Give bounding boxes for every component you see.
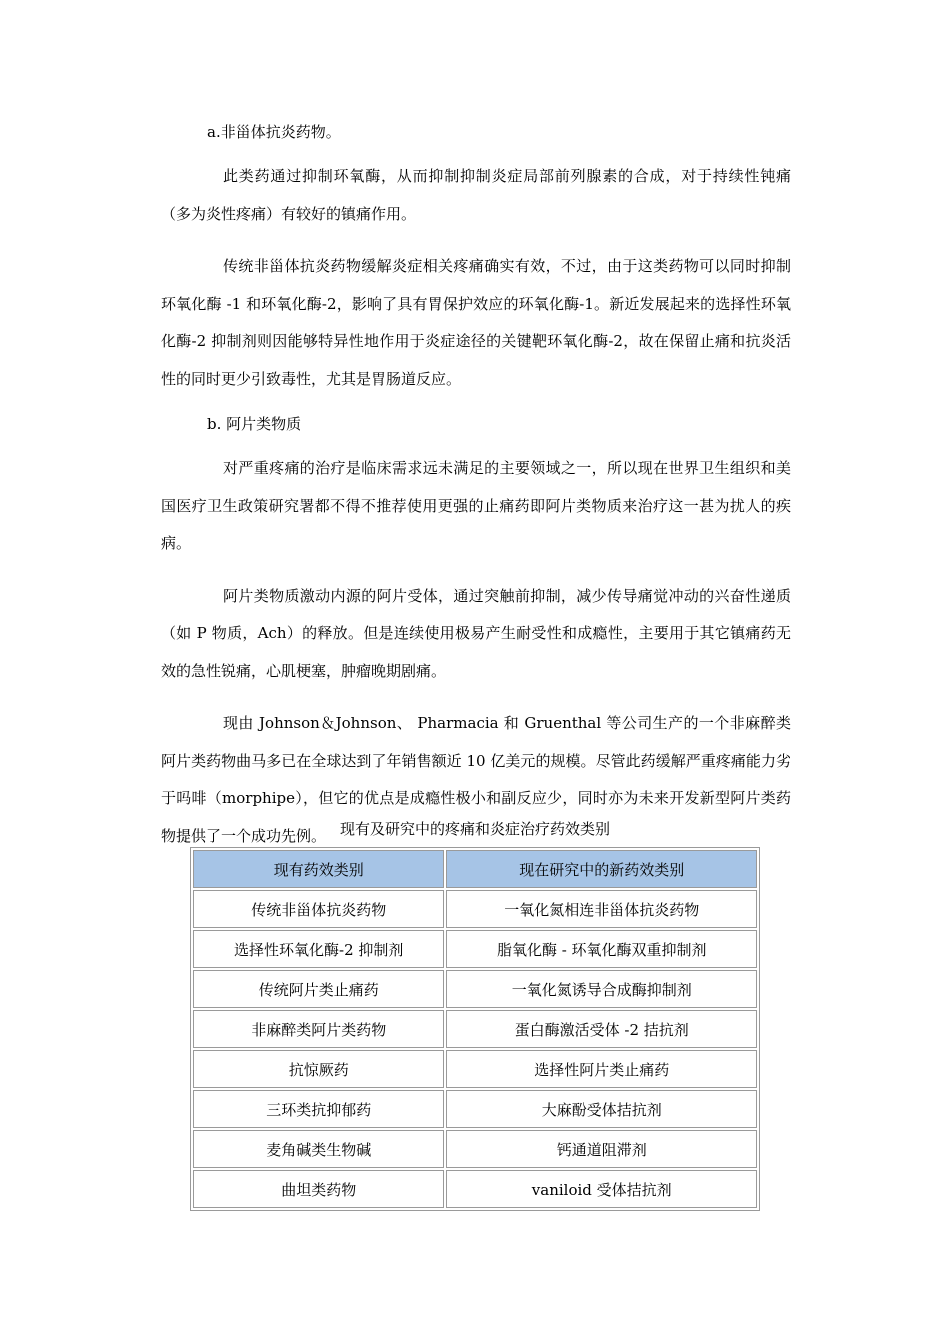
current-class-cell: 选择性环氧化酶-2 抑制剂	[193, 930, 444, 968]
new-class-cell: vaniloid 受体拮抗剂	[446, 1170, 757, 1208]
table-header-row	[193, 850, 757, 888]
current-class-cell: 抗惊厥药	[193, 1050, 444, 1088]
new-class-cell: 一氧化氮诱导合成酶抑制剂	[446, 970, 757, 1008]
current-class-cell: 传统非甾体抗炎药物	[193, 890, 444, 928]
new-class-cell: 脂氧化酶 - 环氧化酶双重抑制剂	[446, 930, 757, 968]
section-b-paragraph-3: 现由 Johnson＆Johnson、 Pharmacia 和 Gruenthal 等公司生产的一个非麻醉类阿片类药物曲马多已在全球达到了年销售额近 10 亿美元的规模。尽管此药缓解严重疼痛能力劣于吗啡（morphipe），但它的优点是成瘾性极小和副反应少，同时亦为未来开发新型阿片类药物提供了一个成功先例。	[161, 714, 791, 845]
current-class-cell: 非麻醉类阿片类药物	[193, 1010, 444, 1048]
header-new-classes: 现在研究中的新药效类别	[446, 850, 757, 888]
new-class-cell: 一氧化氮相连非甾体抗炎药物	[446, 890, 757, 928]
section-a-paragraph-1: 此类药通过抑制环氧酶，从而抑制抑制炎症局部前列腺素的合成，对于持续性钝痛（多为炎性疼痛）有较好的镇痛作用。	[161, 167, 791, 223]
new-class-cell: 蛋白酶激活受体 -2 拮抗剂	[446, 1010, 757, 1048]
new-class-cell: 选择性阿片类止痛药	[446, 1050, 757, 1088]
section-b-paragraph-2: 阿片类物质激动内源的阿片受体，通过突触前抑制，减少传导痛觉冲动的兴奋性递质（如 P 物质，Ach）的释放。但是连续使用极易产生耐受性和成瘾性，主要用于其它镇痛药无效的急性锐痛，心肌梗塞，肿瘤晚期剧痛。	[161, 586, 791, 680]
current-class-cell: 麦角碱类生物碱	[193, 1130, 444, 1168]
section-a-paragraph-2: 传统非甾体抗炎药物缓解炎症相关疼痛确实有效，不过，由于这类药物可以同时抑制环氧化酶 -1 和环氧化酶-2，影响了具有胃保护效应的环氧化酶-1。新近发展起来的选择性环氧化酶-2 抑制剂则因能够特异性地作用于炎症途径的关键靶环氧化酶-2，故在保留止痛和抗炎活性的同时更少引致毒性，尤其是胃肠道反应。	[161, 257, 791, 388]
table-row	[193, 930, 757, 968]
current-class-cell: 曲坦类药物	[193, 1170, 444, 1208]
new-class-cell: 钙通道阻滞剂	[446, 1130, 757, 1168]
section-b-paragraph-1: 对严重疼痛的治疗是临床需求远未满足的主要领域之一，所以现在世界卫生组织和美国医疗卫生政策研究署都不得不推荐使用更强的止痛药即阿片类物质来治疗这一甚为扰人的疾病。	[161, 459, 791, 552]
table-row	[193, 1130, 757, 1168]
table-row	[193, 970, 757, 1008]
body-text	[161, 121, 791, 855]
table-row	[193, 1050, 757, 1088]
new-class-cell: 大麻酚受体拮抗剂	[446, 1090, 757, 1128]
header-current-classes: 现有药效类别	[193, 850, 444, 888]
section-b-heading: b. 阿片类物质	[207, 415, 302, 433]
table-row	[193, 1090, 757, 1128]
table-row	[193, 1170, 757, 1208]
table-caption: 现有及研究中的疼痛和炎症治疗药效类别	[339, 820, 610, 838]
table-row	[193, 890, 757, 928]
current-class-cell: 三环类抗抑郁药	[193, 1090, 444, 1128]
current-class-cell: 传统阿片类止痛药	[193, 970, 444, 1008]
section-a-heading: a.非甾体抗炎药物。	[207, 123, 341, 141]
drug-class-table	[190, 847, 760, 1211]
table-row	[193, 1010, 757, 1048]
